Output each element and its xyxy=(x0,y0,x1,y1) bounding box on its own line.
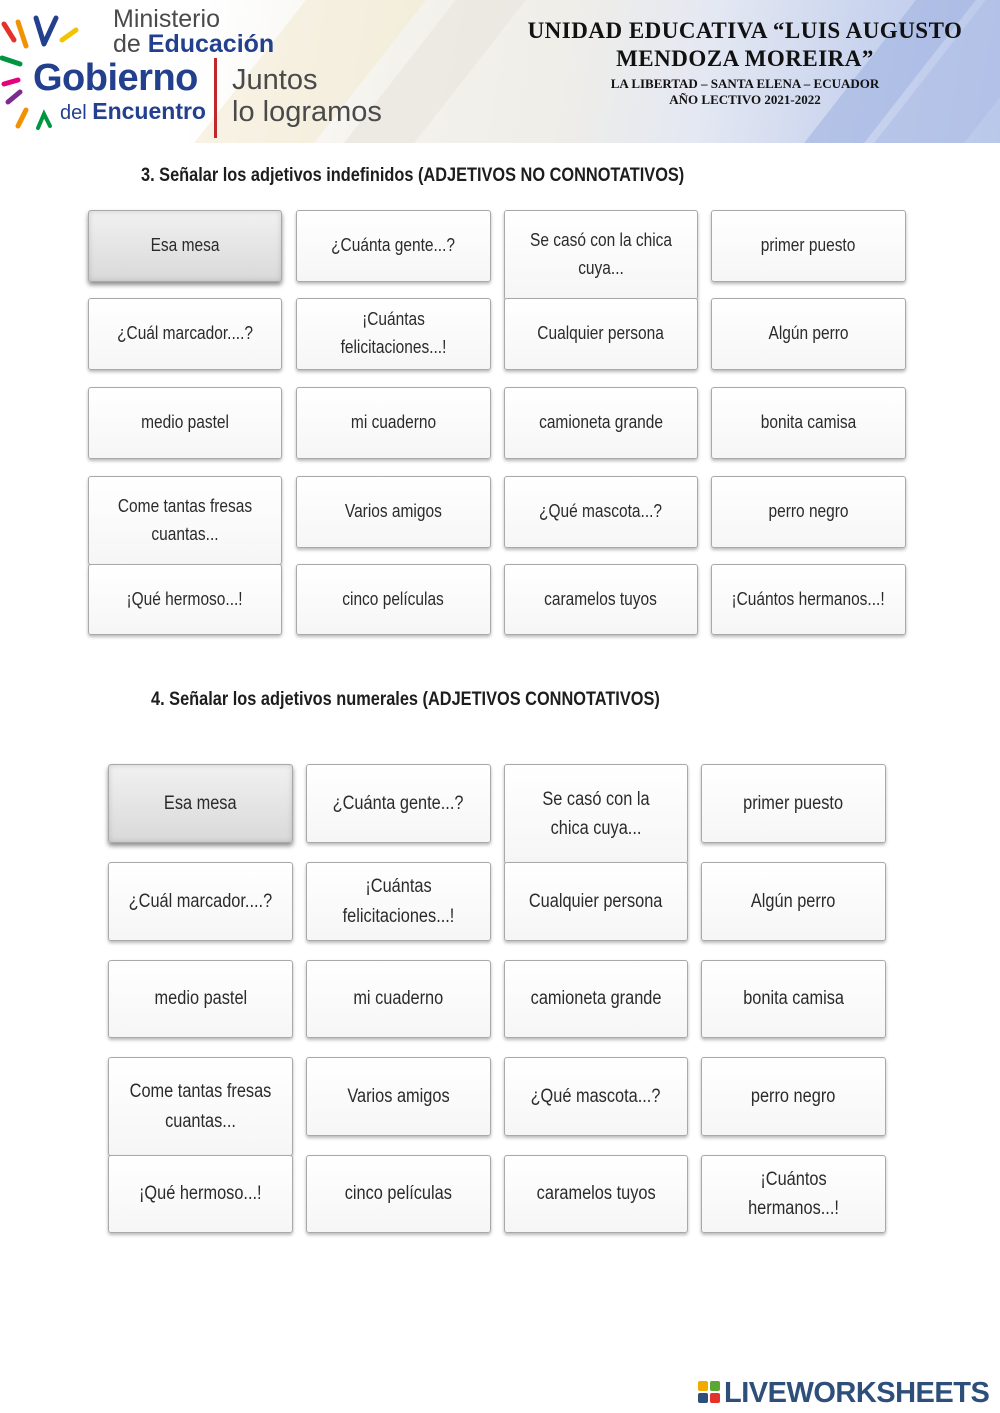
option-card[interactable] xyxy=(504,298,698,370)
government-brand-sub: del Encuentro xyxy=(60,98,206,124)
option-card[interactable] xyxy=(711,298,906,370)
option-card[interactable] xyxy=(306,764,491,843)
option-card[interactable] xyxy=(88,564,282,635)
option-label: Varios amigos xyxy=(345,501,442,522)
option-card[interactable] xyxy=(504,764,688,864)
option-label: ¡Qué hermoso...! xyxy=(126,588,244,609)
option-card[interactable] xyxy=(306,1057,491,1136)
option-card[interactable] xyxy=(306,1155,491,1233)
option-label: ¡Cuántas felicitaciones...! xyxy=(342,876,455,927)
government-slogan: Juntos lo logramos xyxy=(232,64,382,128)
option-card[interactable] xyxy=(306,862,491,941)
option-label: mi cuaderno xyxy=(350,412,437,433)
question-3-title: 3. Señalar los adjetivos indefinidos (ADJETIVOS NO CONNOTATIVOS) xyxy=(141,165,685,186)
option-card[interactable] xyxy=(88,210,282,282)
option-card[interactable] xyxy=(504,210,698,300)
school-name-line2: MENDOZA MOREIRA” xyxy=(616,46,874,71)
option-card[interactable] xyxy=(711,387,906,459)
option-label: cinco películas xyxy=(342,588,445,609)
option-label: primer puesto xyxy=(743,792,844,814)
option-card[interactable] xyxy=(296,298,491,370)
option-label: medio pastel xyxy=(154,988,247,1010)
ministry-name-line2: de Educación xyxy=(113,30,275,58)
option-label: Se casó con la chica cuya... xyxy=(530,230,672,278)
option-label: ¿Qué mascota...? xyxy=(531,1085,661,1107)
option-label: ¡Cuántos hermanos...! xyxy=(731,588,886,609)
option-label: Cualquier persona xyxy=(529,890,663,912)
school-location: LA LIBERTAD – SANTA ELENA – ECUADOR xyxy=(610,76,880,91)
option-label: ¡Cuántas felicitaciones...! xyxy=(340,309,447,357)
option-label: Cualquier persona xyxy=(537,323,665,344)
school-info xyxy=(500,17,990,107)
liveworksheets-brand: LIVEWORKSHEETS xyxy=(724,1377,990,1409)
option-card[interactable] xyxy=(108,764,293,843)
option-label: caramelos tuyos xyxy=(536,1183,656,1205)
option-card[interactable] xyxy=(296,210,491,282)
liveworksheets-icon xyxy=(698,1381,722,1405)
option-label: Varios amigos xyxy=(347,1085,450,1107)
option-label: primer puesto xyxy=(761,235,856,256)
option-card[interactable] xyxy=(108,960,293,1038)
option-card[interactable] xyxy=(88,476,282,565)
option-card[interactable] xyxy=(701,1057,886,1136)
option-label: Esa mesa xyxy=(150,235,220,256)
option-label: perro negro xyxy=(751,1085,836,1107)
option-card[interactable] xyxy=(711,476,906,548)
option-card[interactable] xyxy=(504,862,688,941)
option-label: cinco películas xyxy=(344,1183,453,1205)
logo-divider xyxy=(214,58,217,138)
ministry-logo xyxy=(0,0,400,143)
option-card[interactable] xyxy=(88,387,282,459)
option-label: Algún perro xyxy=(768,323,849,344)
option-card[interactable] xyxy=(504,476,698,548)
option-label: medio pastel xyxy=(141,412,229,433)
option-card[interactable] xyxy=(701,960,886,1038)
option-label: caramelos tuyos xyxy=(544,588,658,609)
option-card[interactable] xyxy=(504,564,698,635)
option-card[interactable] xyxy=(108,1057,293,1156)
option-label: mi cuaderno xyxy=(353,988,444,1010)
option-label: ¿Cuánta gente...? xyxy=(333,792,464,814)
option-card[interactable] xyxy=(504,1057,688,1136)
option-card[interactable] xyxy=(701,862,886,941)
school-name-line1: UNIDAD EDUCATIVA “LUIS AUGUSTO xyxy=(527,18,963,43)
question-4-title: 4. Señalar los adjetivos numerales (ADJETIVOS CONNOTATIVOS) xyxy=(151,689,660,710)
option-label: bonita camisa xyxy=(743,988,844,1010)
option-card[interactable] xyxy=(108,862,293,941)
option-card[interactable] xyxy=(296,476,491,548)
option-label: ¡Cuántos hermanos...! xyxy=(748,1168,839,1219)
option-label: camioneta grande xyxy=(539,412,663,433)
option-label: camioneta grande xyxy=(530,988,662,1010)
option-label: ¿Cuál marcador....? xyxy=(128,890,273,912)
option-card[interactable] xyxy=(701,764,886,843)
option-card[interactable] xyxy=(296,387,491,459)
option-card[interactable] xyxy=(711,210,906,282)
option-label: Come tantas fresas cuantas... xyxy=(117,495,253,544)
school-year: AÑO LECTIVO 2021-2022 xyxy=(669,92,821,107)
option-label: ¿Cuál marcador....? xyxy=(117,323,253,344)
option-card[interactable] xyxy=(701,1155,886,1233)
option-card[interactable] xyxy=(504,1155,688,1233)
liveworksheets-logo xyxy=(698,1378,989,1408)
page-header xyxy=(0,0,1000,143)
option-label: ¿Cuánta gente...? xyxy=(331,235,456,256)
option-card[interactable] xyxy=(504,387,698,459)
option-label: Se casó con la chica cuya... xyxy=(542,788,650,839)
option-label: ¡Qué hermoso...! xyxy=(139,1183,262,1205)
option-card[interactable] xyxy=(88,298,282,370)
option-card[interactable] xyxy=(504,960,688,1038)
option-card[interactable] xyxy=(108,1155,293,1233)
option-label: Algún perro xyxy=(751,890,836,912)
option-label: ¿Qué mascota...? xyxy=(539,501,663,522)
option-label: Come tantas fresas cuantas... xyxy=(129,1081,272,1132)
option-label: bonita camisa xyxy=(760,412,857,433)
government-brand: Gobierno xyxy=(33,57,198,99)
option-label: Esa mesa xyxy=(164,792,237,814)
option-card[interactable] xyxy=(711,564,906,635)
option-card[interactable] xyxy=(306,960,491,1038)
option-label: perro negro xyxy=(768,501,849,522)
option-card[interactable] xyxy=(296,564,491,635)
ministry-name-line1: Ministerio xyxy=(113,5,220,33)
